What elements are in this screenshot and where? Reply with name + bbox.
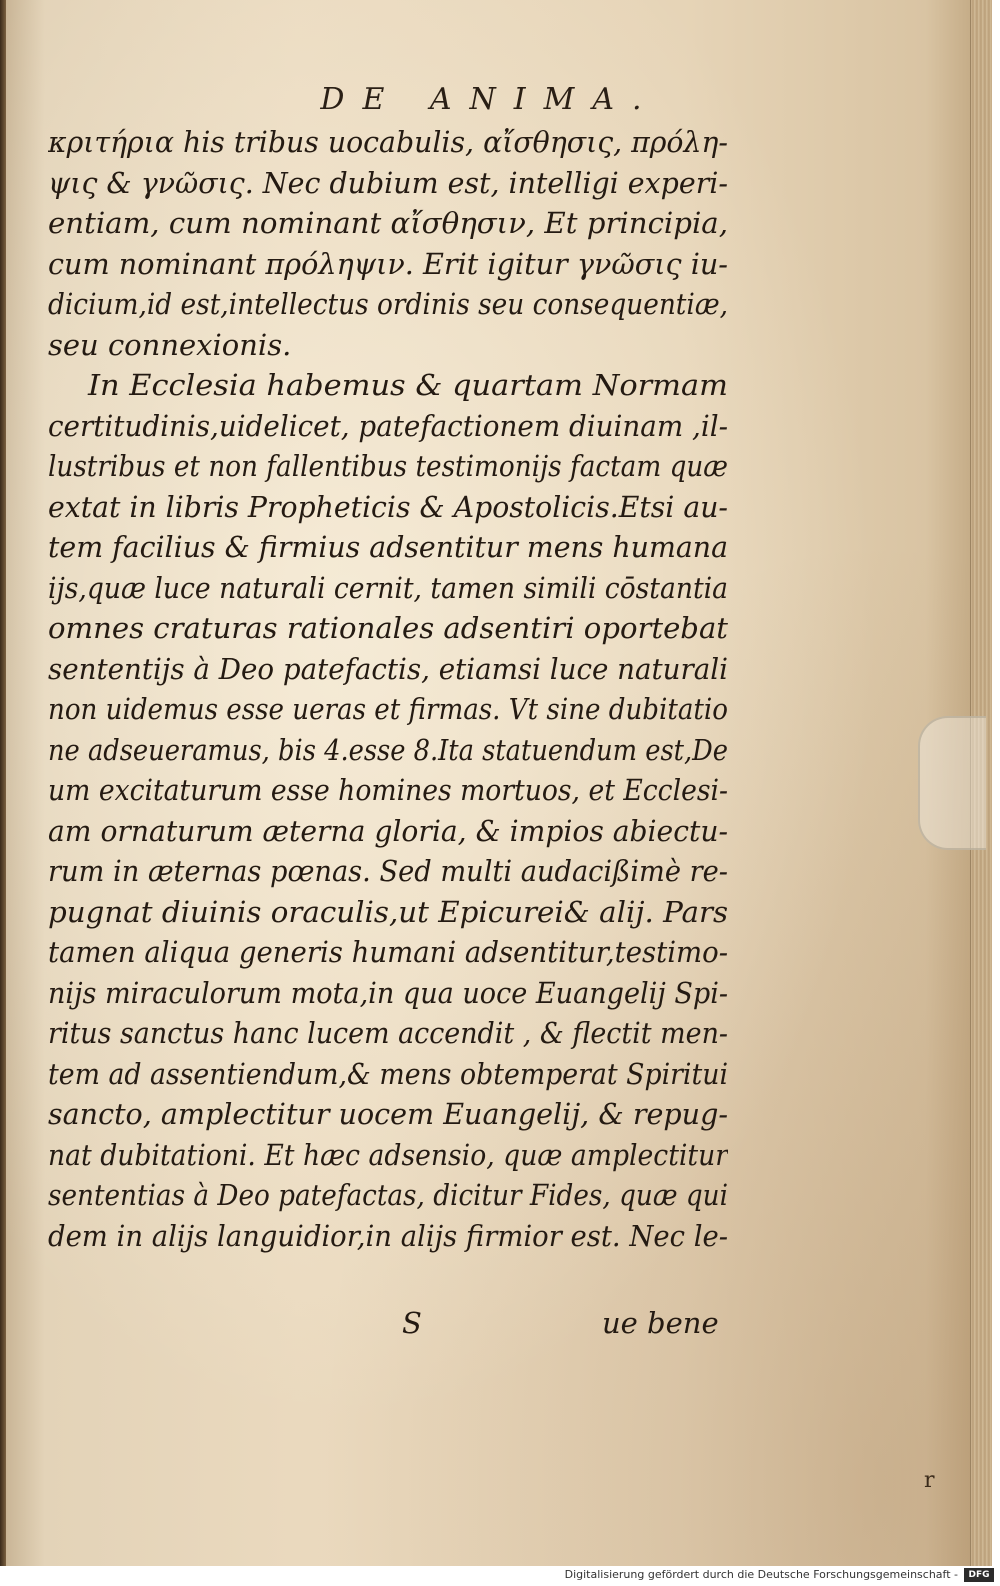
signature-mark: S	[402, 1306, 422, 1340]
funding-notice: Digitalisierung gefördert durch die Deutsche Forschungsgemeinschaft -	[564, 1568, 958, 1581]
running-head: DE ANIMA.	[320, 82, 660, 117]
text-line: tamen aliqua generis humani adsentitur,testimo-	[48, 935, 728, 969]
catchword: ue bene	[602, 1306, 719, 1340]
text-line: seu connexionis.	[48, 327, 292, 362]
corner-mark: r	[924, 1468, 935, 1493]
text-line: κριτήρια his tribus uocabulis, αἴσθησις, πρόλη-	[48, 125, 728, 159]
text-line: nat dubitationi. Et hæc adsensio, quæ amplectitur	[48, 1137, 728, 1172]
scan-margin	[992, 0, 1000, 1566]
text-line: cum nominant πρόληψιν. Erit igitur γνῶσις iu-	[48, 246, 728, 281]
bookmark-clip	[918, 716, 986, 850]
text-line: certitudinis,uidelicet, patefactionem diuinam ,il-	[48, 408, 728, 443]
text-line: dem in alijs languidior,in alijs firmior est. Nec le-	[48, 1218, 728, 1253]
text-line: entiam, cum nominant αἴσθησιν, Et principia,	[48, 206, 728, 240]
text-line: sancto, amplectitur uocem Euangelij, & repug-	[48, 1097, 728, 1131]
text-line: ritus sanctus hanc lucem accendit , & flectit men-	[48, 1016, 728, 1050]
text-line: nijs miraculorum mota,in qua uoce Euangelij Spi-	[48, 975, 728, 1010]
text-line: tem ad assentiendum,& mens obtemperat Spiritui	[48, 1056, 728, 1091]
text-line: ψις & γνῶσις. Nec dubium est, intelligi experi-	[48, 165, 728, 200]
dfg-logo-icon: DFG	[964, 1568, 994, 1582]
text-line: dicium,id est,intellectus ordinis seu consequentiæ,	[48, 287, 728, 321]
text-line: sententijs à Deo patefactis, etiamsi luce naturali	[48, 651, 728, 686]
body-text	[48, 122, 728, 1256]
text-line: ne adseueramus, bis 4.esse 8.Ita statuendum est,De	[48, 732, 728, 767]
text-line: omnes craturas rationales adsentiri oportebat	[48, 611, 728, 645]
text-line: In Ecclesia habemus & quartam Normam	[88, 368, 728, 402]
text-line: tem facilius & firmius adsentitur mens humana	[48, 530, 728, 564]
text-line: pugnat diuinis oraculis,ut Epicurei& alij. Pars	[48, 894, 728, 929]
page-footer-line	[6, 1306, 974, 1346]
text-line: extat in libris Propheticis & Apostolicis.Etsi au-	[48, 489, 728, 524]
text-line: um excitaturum esse homines mortuos, et Ecclesi-	[48, 773, 728, 807]
text-line: lustribus et non fallentibus testimonijs factam quæ	[48, 449, 728, 483]
text-line: sententias à Deo patefactas, dicitur Fides, quæ qui	[48, 1178, 728, 1212]
text-line: am ornaturum æterna gloria, & impios abiectu-	[48, 813, 728, 848]
text-line: non uidemus esse ueras et firmas. Vt sine dubitatio	[48, 692, 728, 726]
text-line: rum in æternas pœnas. Sed multi audacißimè re-	[48, 854, 728, 888]
text-line: ijs,quæ luce naturali cernit, tamen simili cōstantia	[48, 570, 728, 605]
footer-bar	[0, 1566, 1000, 1586]
page-paper	[6, 0, 974, 1566]
